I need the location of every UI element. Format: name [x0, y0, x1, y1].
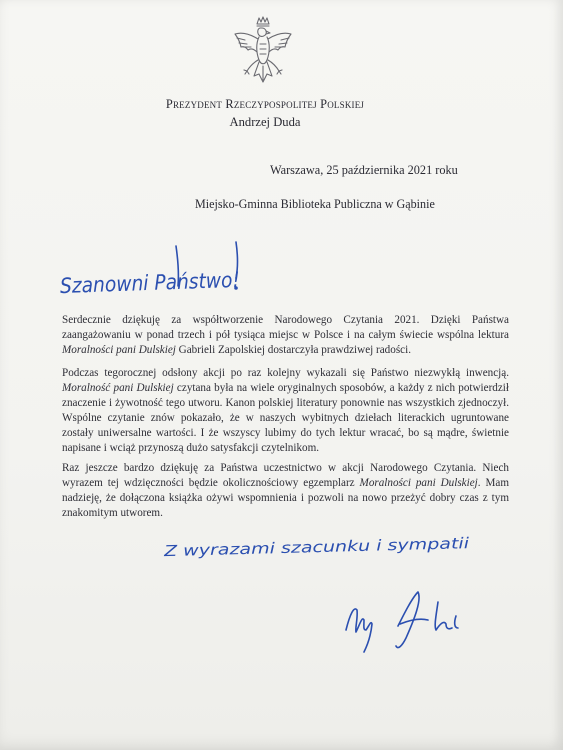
paragraph-2-book-title: Moralność pani Dulskiej: [62, 382, 174, 394]
sender-title: Prezydent Rzeczypospolitej Polskiej: [165, 97, 365, 111]
paragraph-1-book-title: Moralności pani Dulskiej: [62, 344, 176, 356]
paragraph-2-text-b: czytana była na wiele oryginalnych sposobów, a każdy z nich potwierdził znaczenie i żywotność tego utworu. Kanon polskiej literatury ponownie nas wszystkich zjednoczył. Wspólne czytanie znów pokazało, że w naszych wybitnych dziełach literackich ugruntowane zostały uniwersalne wartości. I że wszyscy lubimy do tych lektur wracać, bo są mądre, świetnie napisane i wciąż przynoszą dużo satysfakcji czytelnikom.: [62, 382, 509, 454]
paragraph-3-book-title: Moralności pani Dulskiej: [359, 477, 478, 489]
handwritten-closing: [160, 524, 480, 564]
white-eagle-emblem-icon: [232, 16, 294, 92]
paragraph-1-text-b: Gabrieli Zapolskiej dostarczyła prawdziwej radości.: [175, 344, 411, 356]
paragraph-1-text-a: Serdecznie dziękuję za współtworzenie Narodowego Czytania 2021. Dzięki Państwa zaangażowaniu w ponad trzech i pół tysiąca miejsc w Polsce i na całym świecie wspólna lektura: [62, 314, 509, 341]
greeting-text: Szanowni Państwo!: [59, 266, 264, 299]
recipient: Miejsko-Gminna Biblioteka Publiczna w Gąbinie: [195, 197, 435, 211]
handwritten-greeting: [58, 234, 288, 304]
paragraph-2-text-a: Podczas tegorocznej odsłony akcji po raz kolejny wykazali się Państwo niezwykłą inwencją.: [62, 367, 509, 379]
paragraph-1: [62, 313, 509, 358]
paragraph-3: [62, 461, 509, 521]
paragraph-3-text-b: . Mam nadzieję, że dołączona książka ożywi wspomnienia i pozwoli na nowo przeżyć dobry czas z tym znakomitym utworem.: [62, 477, 509, 519]
paragraph-3-text-a: Raz jeszcze bardzo dziękuję za Państwa uczestnictwo w akcji Narodowego Czytania. Niech wyrazem tej wdzięczności będzie okolicznościowy egzemplarz: [62, 462, 509, 489]
sender-name: Andrzej Duda: [229, 115, 301, 129]
handwritten-signature: [340, 586, 490, 656]
paragraph-2: [62, 366, 509, 456]
letter-date: Warszawa, 25 października 2021 roku: [270, 163, 458, 177]
closing-text: Z wyrazami szacunku i sympatii: [163, 535, 405, 561]
